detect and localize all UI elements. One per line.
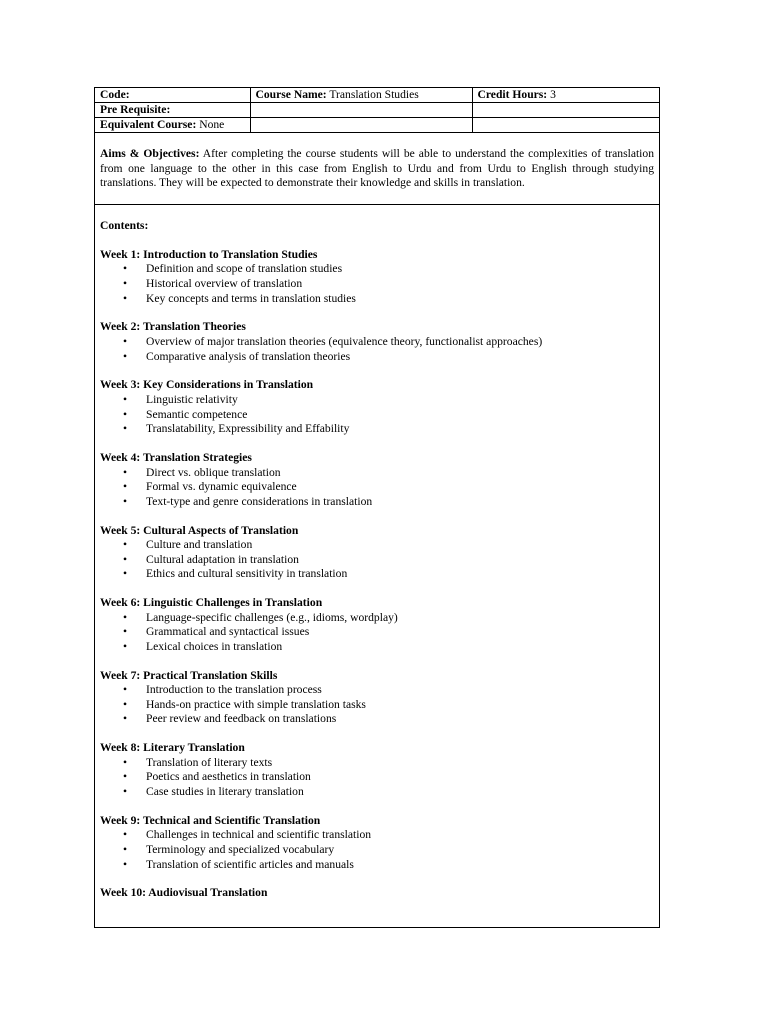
equivalent-course-value: None xyxy=(196,118,225,131)
topic-item xyxy=(100,422,654,437)
week-section xyxy=(100,320,654,364)
topic-item xyxy=(100,828,654,843)
bullet-icon: • xyxy=(123,712,128,726)
course-name-label: Course Name: xyxy=(255,88,327,101)
bullet-icon: • xyxy=(123,755,128,769)
topic-text: Translation of scientific articles and manuals xyxy=(146,857,354,871)
topic-list xyxy=(100,393,654,437)
week-section xyxy=(100,248,654,306)
topic-text: Comparative analysis of translation theories xyxy=(146,349,351,363)
weeks-list xyxy=(100,248,654,901)
topic-list xyxy=(100,262,654,306)
week-title: Week 5: Cultural Aspects of Translation xyxy=(100,523,299,537)
week-section xyxy=(100,596,654,654)
bullet-icon: • xyxy=(123,262,128,276)
topic-text: Linguistic relativity xyxy=(146,393,238,406)
course-name-value: Translation Studies xyxy=(326,88,419,101)
topic-item xyxy=(100,843,654,858)
topic-item xyxy=(100,567,654,582)
week-section xyxy=(100,451,654,509)
week-title: Week 6: Linguistic Challenges in Translation xyxy=(100,596,323,610)
bullet-icon: • xyxy=(123,277,128,291)
topic-text: Peer review and feedback on translations xyxy=(146,712,337,726)
topic-item xyxy=(100,538,654,553)
topic-item xyxy=(100,495,654,510)
topic-item xyxy=(100,408,654,423)
topic-list xyxy=(100,756,654,800)
week-title: Week 8: Literary Translation xyxy=(100,741,245,755)
bullet-icon: • xyxy=(123,407,128,421)
week-section xyxy=(100,669,654,727)
week-section xyxy=(100,741,654,799)
topic-item xyxy=(100,277,654,292)
topic-text: Semantic competence xyxy=(146,407,248,421)
topic-text: Lexical choices in translation xyxy=(146,639,283,653)
empty-cell xyxy=(472,118,659,133)
topic-item xyxy=(100,625,654,640)
topic-text: Grammatical and syntactical issues xyxy=(146,625,310,639)
bullet-icon: • xyxy=(123,828,128,842)
empty-cell xyxy=(250,103,472,118)
bullet-icon: • xyxy=(123,291,128,305)
bullet-icon: • xyxy=(123,697,128,711)
topic-item xyxy=(100,858,654,873)
topic-text: Formal vs. dynamic equivalence xyxy=(146,480,297,494)
topic-list xyxy=(100,538,654,582)
topic-text: Key concepts and terms in translation studies xyxy=(146,291,356,305)
topic-text: Introduction to the translation process xyxy=(146,683,322,697)
topic-item xyxy=(100,393,654,408)
week-title: Week 4: Translation Strategies xyxy=(100,450,252,464)
credit-hours-label: Credit Hours: xyxy=(477,88,548,101)
bullet-icon: • xyxy=(123,552,128,566)
topic-text: Challenges in technical and scientific translation xyxy=(146,828,372,842)
equivalent-course-cell xyxy=(95,118,250,133)
topic-item xyxy=(100,335,654,350)
bullet-icon: • xyxy=(123,625,128,639)
topic-item xyxy=(100,466,654,481)
bullet-icon: • xyxy=(123,538,128,552)
contents-section xyxy=(95,205,659,901)
topic-text: Case studies in literary translation xyxy=(146,785,304,798)
bullet-icon: • xyxy=(123,494,128,508)
week-section xyxy=(100,814,654,872)
equivalent-course-label: Equivalent Course: xyxy=(100,118,197,131)
bullet-icon: • xyxy=(123,683,128,697)
aims-label: Aims & Objectives: xyxy=(100,147,200,160)
topic-text: Language-specific challenges (e.g., idioms, wordplay) xyxy=(146,610,398,624)
topic-list xyxy=(100,335,654,364)
week-title: Week 10: Audiovisual Translation xyxy=(100,886,268,900)
equivalent-course-row xyxy=(95,118,659,133)
bullet-icon: • xyxy=(123,770,128,784)
topic-text: Translation of literary texts xyxy=(146,755,273,769)
topic-text: Ethics and cultural sensitivity in translation xyxy=(146,567,348,581)
topic-text: Cultural adaptation in translation xyxy=(146,552,299,566)
topic-list xyxy=(100,683,654,727)
topic-item xyxy=(100,262,654,277)
topic-item xyxy=(100,553,654,568)
topic-item xyxy=(100,640,654,655)
topic-text: Translatability, Expressibility and Effability xyxy=(146,422,350,436)
prerequisite-row xyxy=(95,103,659,118)
bullet-icon: • xyxy=(123,480,128,494)
bullet-icon: • xyxy=(123,639,128,653)
week-title: Week 1: Introduction to Translation Studies xyxy=(100,247,318,261)
topic-list xyxy=(100,466,654,510)
topic-text: Hands-on practice with simple translation tasks xyxy=(146,697,366,711)
topic-list xyxy=(100,611,654,655)
bullet-icon: • xyxy=(123,349,128,363)
credit-hours-value: 3 xyxy=(547,88,556,101)
topic-text: Terminology and specialized vocabulary xyxy=(146,842,335,856)
topic-item xyxy=(100,350,654,365)
topic-list xyxy=(100,828,654,872)
bullet-icon: • xyxy=(123,465,128,479)
code-cell xyxy=(95,88,250,103)
contents-title: Contents: xyxy=(100,218,149,232)
course-info-table xyxy=(95,88,659,133)
week-title: Week 7: Practical Translation Skills xyxy=(100,668,278,682)
topic-text: Definition and scope of translation studies xyxy=(146,262,343,276)
empty-cell xyxy=(250,118,472,133)
topic-item xyxy=(100,712,654,727)
bullet-icon: • xyxy=(123,422,128,436)
topic-text: Overview of major translation theories (equivalence theory, functionalist approaches) xyxy=(146,335,543,349)
bullet-icon: • xyxy=(123,610,128,624)
aims-text: After completing the course students will be able to understand the complexities of translation from one language to the other in this case from English to Urdu and from Urdu to English through studying translations. They will be expected to demonstrate their knowledge and skills in translation. xyxy=(100,147,654,190)
topic-text: Poetics and aesthetics in translation xyxy=(146,770,311,784)
topic-item xyxy=(100,480,654,495)
topic-item xyxy=(100,292,654,307)
topic-item xyxy=(100,785,654,800)
empty-cell xyxy=(472,103,659,118)
topic-item xyxy=(100,698,654,713)
topic-text: Culture and translation xyxy=(146,538,253,552)
aims-objectives-section xyxy=(95,133,659,205)
topic-item xyxy=(100,770,654,785)
week-title: Week 2: Translation Theories xyxy=(100,320,246,334)
week-title: Week 3: Key Considerations in Translation xyxy=(100,378,314,392)
topic-item xyxy=(100,756,654,771)
course-outline-sheet xyxy=(94,87,660,928)
code-label: Code: xyxy=(100,88,130,101)
week-title: Week 9: Technical and Scientific Translation xyxy=(100,813,321,827)
week-section xyxy=(100,378,654,436)
course-name-cell xyxy=(250,88,472,103)
prerequisite-cell xyxy=(95,103,250,118)
bullet-icon: • xyxy=(123,857,128,871)
bullet-icon: • xyxy=(123,393,128,406)
course-info-row xyxy=(95,88,659,103)
credit-hours-cell xyxy=(472,88,659,103)
topic-item xyxy=(100,683,654,698)
bullet-icon: • xyxy=(123,785,128,798)
topic-item xyxy=(100,611,654,626)
bullet-icon: • xyxy=(123,335,128,349)
topic-text: Historical overview of translation xyxy=(146,277,303,291)
prerequisite-label: Pre Requisite: xyxy=(100,103,171,116)
bullet-icon: • xyxy=(123,842,128,856)
topic-text: Text-type and genre considerations in translation xyxy=(146,494,373,508)
topic-text: Direct vs. oblique translation xyxy=(146,465,281,479)
bullet-icon: • xyxy=(123,567,128,581)
week-section xyxy=(100,886,654,901)
week-section xyxy=(100,524,654,582)
